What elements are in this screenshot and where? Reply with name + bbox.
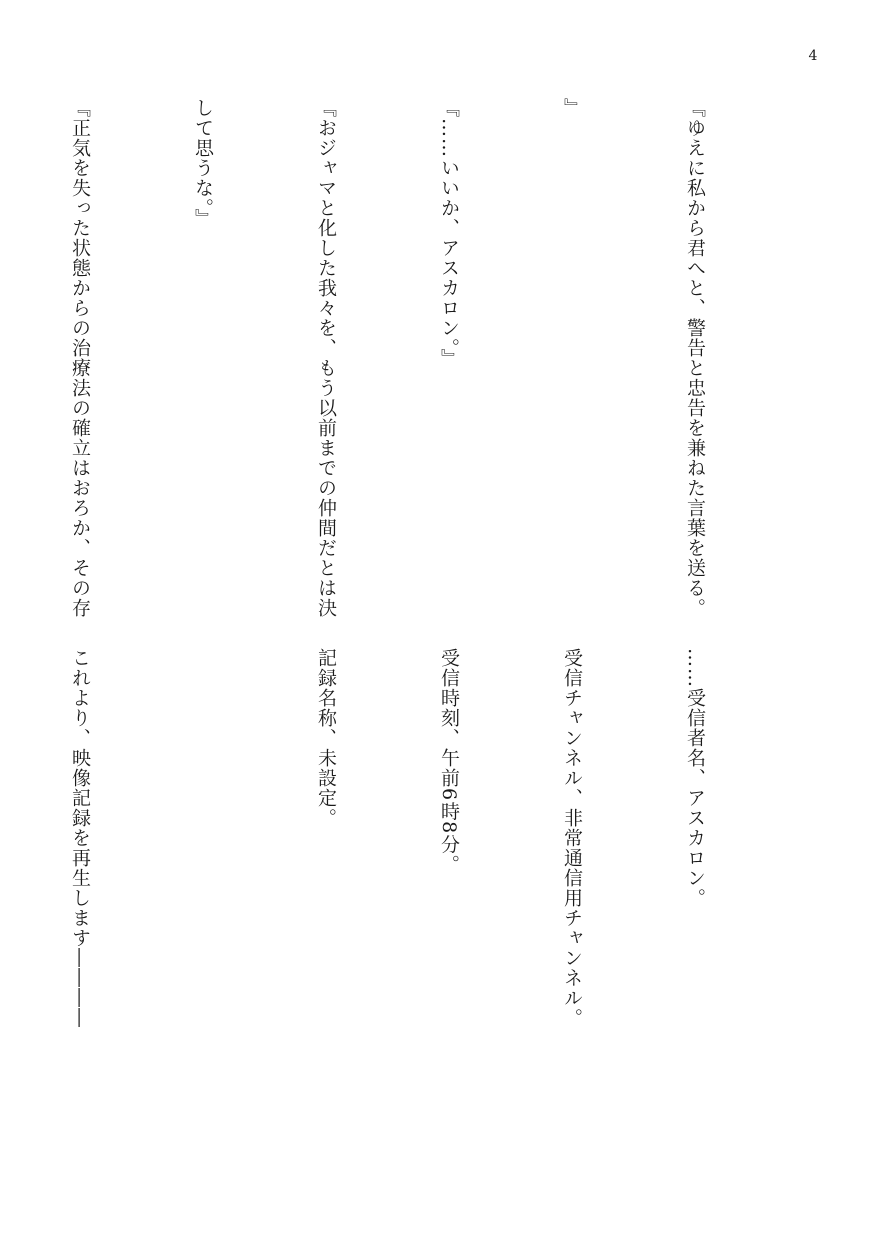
text-line: 『おジャマと化した我々を、もう以前までの仲間だとは決	[315, 98, 337, 618]
text-line: 記録名称、未設定。	[315, 648, 337, 828]
text-line: して思うな。』	[192, 98, 214, 229]
text-line: 受信時刻、午前6時8分。	[438, 648, 460, 875]
text-line: ……受信者名、アスカロン。	[684, 648, 706, 908]
text-line: 』	[561, 98, 583, 118]
lower-text-block	[0, 648, 797, 1168]
text-line: これより、映像記録を再生します――――	[69, 648, 91, 1028]
text-line: 『……いいか、アスカロン。』	[438, 98, 460, 369]
paragraph-gap	[182, 648, 223, 1168]
upper-text-block	[0, 98, 797, 618]
text-line: 受信チャンネル、非常通信用チャンネル。	[561, 648, 583, 1028]
text-line: 『ゆえに私から君へと、警告と忠告を兼ねた言葉を送る。	[684, 98, 706, 618]
text-line: 『正気を失った状態からの治療法の確立はおろか、その存	[69, 98, 91, 618]
page-number: 4	[808, 48, 818, 64]
